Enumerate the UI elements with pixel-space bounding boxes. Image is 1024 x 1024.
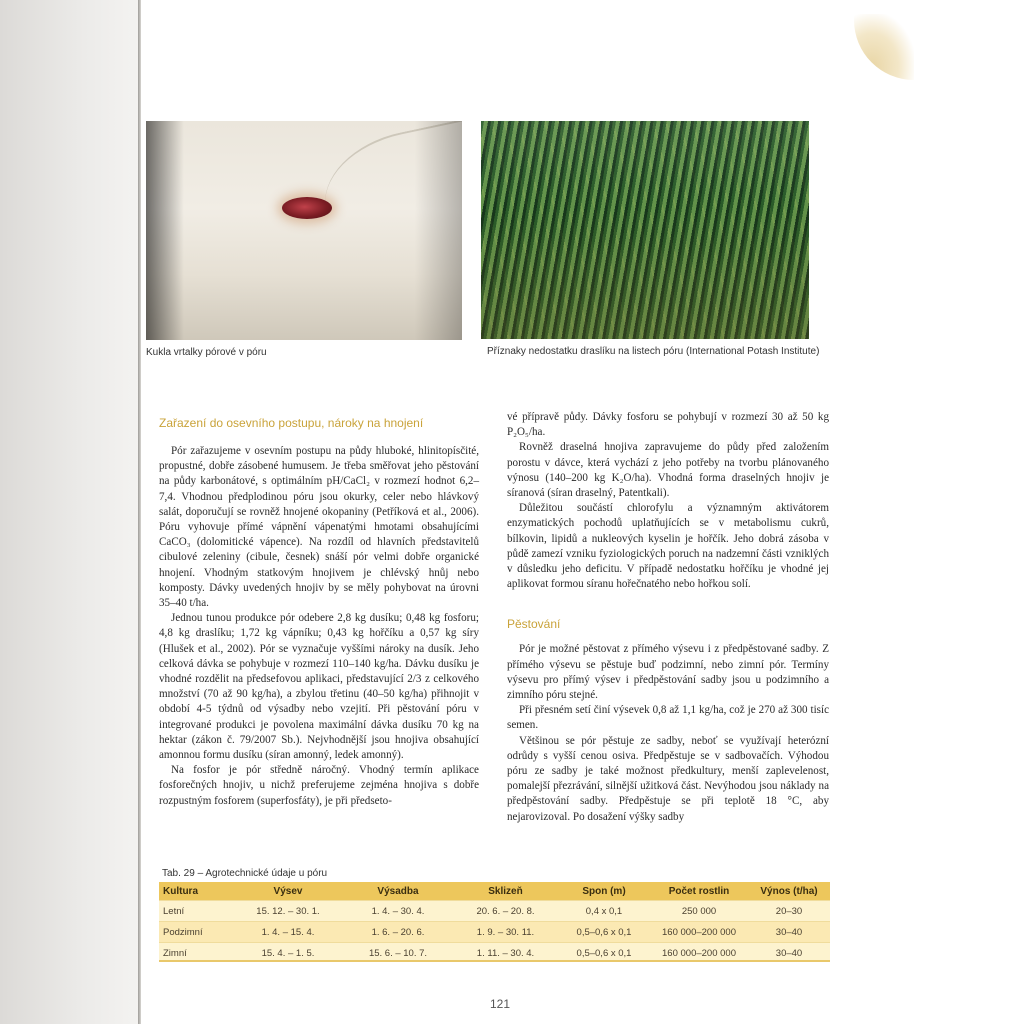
- section-heading-crop-rotation: Zařazení do osevního postupu, nároky na hnojení: [159, 416, 424, 430]
- paragraph: Rovněž draselná hnojiva zapravujeme do půdy před založením porostu v dávce, která vychází z jeho potřeby na tvorbu plánovaného výnosu (140–200 kg K₂O/ha). Vhodná forma draselných hnojiv je síranová (síran draselný, Patentkali).: [507, 441, 829, 500]
- table-cell: 0,5–0,6 x 0,1: [558, 922, 650, 943]
- paragraph: Pór je možné pěstovat z přímého výsevu i z předpěstované sadby. Z přímého výsevu se pěstuje buď podzimní, nebo zimní pór. Termíny výsevu pro přímý výsev i předpěstování sadby jsou u podzimního a zimního póru stejné.: [507, 643, 829, 702]
- table-cell: 30–40: [748, 943, 830, 964]
- page-gutter: [0, 0, 140, 1024]
- column-header: Kultura: [159, 882, 233, 901]
- paragraph: vé přípravě půdy. Dávky fosforu se pohybují v rozmezí 30 až 50 kg P₂O₅/ha.: [507, 411, 829, 439]
- table-cell: 250 000: [650, 901, 748, 922]
- table-cell: 15. 12. – 30. 1.: [233, 901, 343, 922]
- photo-caption-left: Kukla vrtalky pórové v póru: [146, 347, 267, 358]
- agro-table: [159, 882, 830, 963]
- page-number: 121: [489, 997, 511, 1011]
- paragraph: Většinou se pór pěstuje ze sadby, neboť se využívají heterózní odrůdy s vyšší cenou osiva. Předpěstuje se v sadbovačích. Výhodou póru ze sadby je také možnost předkultury, menší zaplevelenost, pomalejší přezrávání, silnější užitková část. Nevýhodou jsou náklady na předpěstování sadby. Předpěstuje se při teplotě 18 °C, aby nejarovizoval. Po dosažení výšky sadby: [507, 734, 829, 823]
- column-header: Spon (m): [558, 882, 650, 901]
- table-cell: 1. 9. – 30. 11.: [453, 922, 558, 943]
- column-header: Výsadba: [343, 882, 453, 901]
- table-cell: Letní: [159, 901, 233, 922]
- table-cell: 30–40: [748, 922, 830, 943]
- photo-shading: [481, 121, 809, 339]
- binding-shadow: [138, 0, 141, 1024]
- paragraph: Důležitou součástí chlorofylu a významným aktivátorem enzymatických pochodů uplatňujících se v metabolismu cukrů, bílkovin, lipidů a nukleových kyselin je hořčík. Jeho dobrá zásoba v půdě zamezí vzniku fyziologických poruch na nadzemní části vzniklých v důsledku jeho deficitu. V případě nedostatku hořčíku je vhodné jej aplikovat formou síranu hořečnatého nebo hořkou solí.: [507, 502, 829, 591]
- table-header-row: [159, 882, 830, 901]
- table-cell: 1. 11. – 30. 4.: [453, 943, 558, 964]
- table-cell: 15. 6. – 10. 7.: [343, 943, 453, 964]
- photo-leek-moth-pupa: [146, 121, 462, 340]
- paragraph: Pór zařazujeme v osevním postupu na půdy hluboké, hlinitopísčité, propustné, dobře zásobené humusem. Je třeba směřovat jeho pěstování na půdy karbonátové, s optimálním pH/CaCl₂ v rozmezí hodnot 6,2–7,4. Vhodnou předplodinou póru jsou okurky, celer nebo hlávkový salát, doporučují se rovněž hnojené okopaniny (Petříková et al., 2006). Póru vyhovuje přímé vápnění vápenatými hmotami obsahujícími CaCO₃ (dolomitické vápence). Na rozdíl od hlavních představitelů cibulové zeleniny (cibule, česnek) snáší pór velmi dobře organické hnojení. Vhodným statkovým hnojivem je chlévský hnůj nebo komposty. Dávky uvedených hnojiv by se měly pohybovat na úrovni 35–40 t/ha.: [159, 445, 479, 610]
- table-cell: 0,4 x 0,1: [558, 901, 650, 922]
- photo-leek-field: [481, 121, 809, 339]
- column-header: Výsev: [233, 882, 343, 901]
- table-row: [159, 943, 830, 964]
- agro-table-container: [159, 882, 830, 962]
- paragraph: Při přesném setí činí výsevek 0,8 až 1,1 kg/ha, což je 270 až 300 tisíc semen.: [507, 704, 829, 732]
- table-cell: 0,5–0,6 x 0,1: [558, 943, 650, 964]
- photo-caption-right: Příznaky nedostatku draslíku na listech póru (International Potash Institute): [487, 346, 820, 357]
- text-column-right: [507, 410, 829, 825]
- column-header: Sklizeň: [453, 882, 558, 901]
- column-header: Počet rostlin: [650, 882, 748, 901]
- table-title: Tab. 29 – Agrotechnické údaje u póru: [162, 868, 328, 879]
- column-header: Výnos (t/ha): [748, 882, 830, 901]
- table-cell: 1. 4. – 15. 4.: [233, 922, 343, 943]
- table-cell: 1. 4. – 30. 4.: [343, 901, 453, 922]
- table-cell: 1. 6. – 20. 6.: [343, 922, 453, 943]
- photo-shading: [146, 121, 462, 340]
- section-heading-cultivation: Pěstování: [507, 617, 561, 632]
- text-column-left: [159, 415, 479, 809]
- table-row: [159, 901, 830, 922]
- table-cell: 20–30: [748, 901, 830, 922]
- paragraph: Na fosfor je pór středně náročný. Vhodný termín aplikace fosforečných hnojiv, u nichž preferujeme zejména hnojiva s dobře rozpustným fosforem (superfosfáty), je při předseto-: [159, 764, 479, 807]
- table-cell: 160 000–200 000: [650, 943, 748, 964]
- table-cell: 15. 4. – 1. 5.: [233, 943, 343, 964]
- paragraph: Jednou tunou produkce pór odebere 2,8 kg dusíku; 0,48 kg fosforu; 4,8 kg draslíku; 1,72 kg vápníku; 0,43 kg hořčíku a 0,57 kg síry (Hlušek et al., 2002). Pór se vyznačuje vyššími nároky na dusík. Jeho celková dávka se pohybuje v rozmezí 110–140 kg/ha. Dávku dusíku je vhodné rozdělit na předsefovou aplikaci, představující 2/3 z celkového množství (70 až 90 kg/ha), a zbylou třetinu (40–50 kg/ha) přihnojit v období 4-5 týdnů od výsadby nebo vzejití. Při pěstování póru v integrované produkci je povolena maximální dávka dusíku 70 kg na hektar (zákon č. 79/2007 Sb.). Nejvhodnější jsou hnojiva obsahující amonnou formu dusíku (síran amonný, ledek amonný).: [159, 612, 479, 762]
- table-row: [159, 922, 830, 943]
- table-cell: 160 000–200 000: [650, 922, 748, 943]
- table-cell: Zimní: [159, 943, 233, 964]
- table-cell: Podzimní: [159, 922, 233, 943]
- table-cell: 20. 6. – 20. 8.: [453, 901, 558, 922]
